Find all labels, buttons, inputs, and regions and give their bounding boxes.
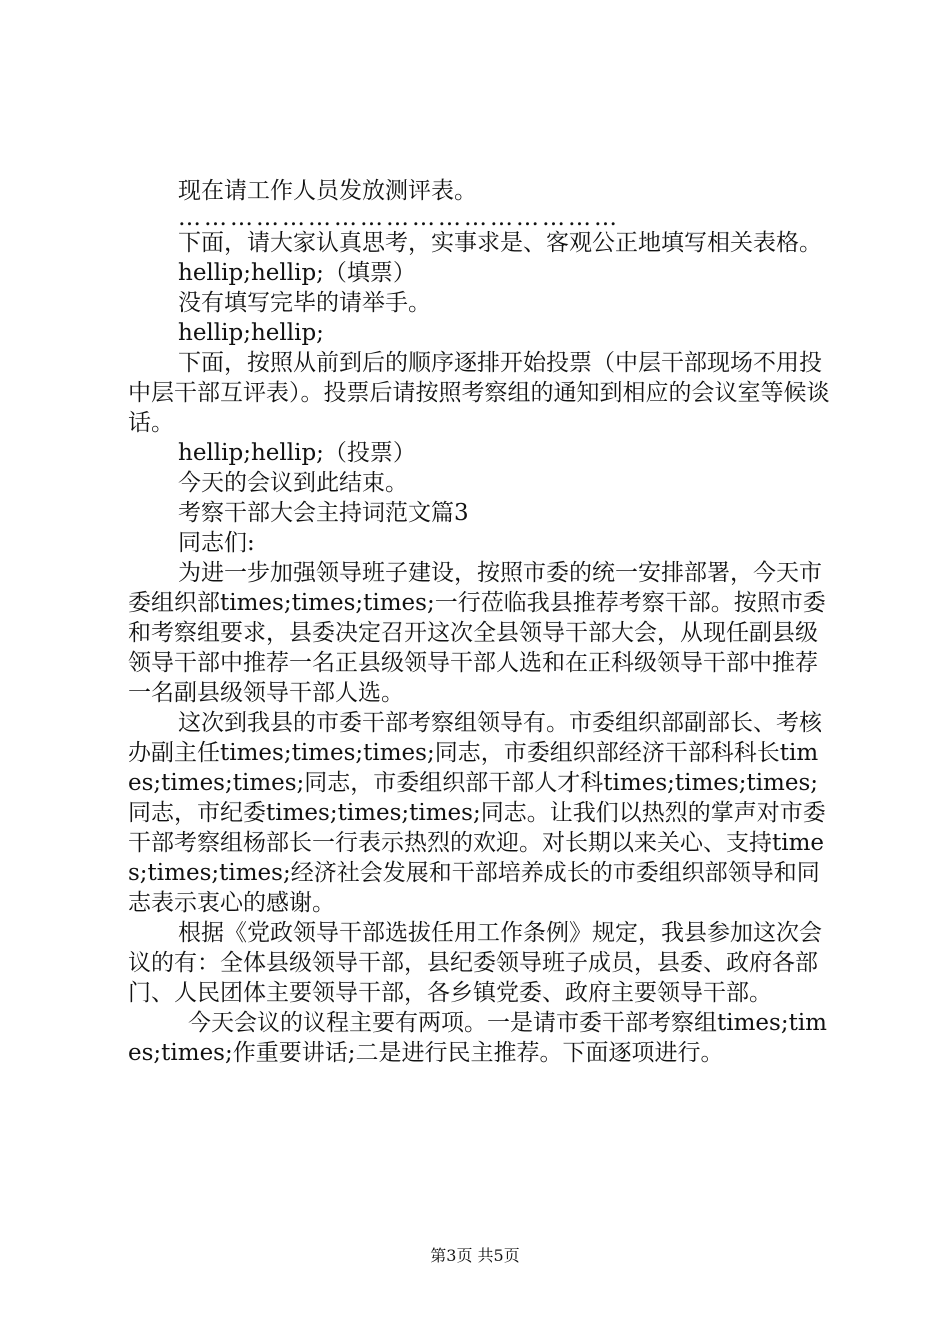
- paragraph: 没有填写完毕的请举手。: [178, 290, 431, 316]
- paragraph: hellip;hellip;（填票）: [178, 260, 416, 286]
- paragraph: 今天的会议到此结束。: [178, 470, 408, 496]
- paragraph: 下面，请大家认真思考，实事求是、客观公正地填写相关表格。: [178, 230, 822, 256]
- salutation: 同志们:: [178, 530, 255, 556]
- paragraph: 现在请工作人员发放测评表。: [178, 178, 477, 204]
- paragraph: 下面，按照从前到后的顺序逐排开始投票（中层干部现场不用投中层干部互评表）。投票后请按照考察组的通知到相应的会议室等候谈话。: [128, 350, 830, 436]
- paragraph: 为进一步加强领导班子建设，按照市委的统一安排部署，今天市委组织部times;times;times;一行莅临我县推荐考察干部。按照市委和考察组要求，县委决定召开这次全县领导干部大会，从现任副县级领导干部中推荐一名正县级领导干部人选和在正科级领导干部中推荐一名副县级领导干部人选。: [128, 560, 826, 706]
- paragraph: 这次到我县的市委干部考察组领导有。市委组织部副部长、考核办副主任times;times;times;同志，市委组织部经济干部科科长times;times;times;同志，市委组织部干部人才科times;times;times;同志，市纪委times;times;times;同志。让我们以热烈的掌声对市委干部考察组杨部长一行表示热烈的欢迎。对长期以来关心、支持times;times;times;经济社会发展和干部培养成长的市委组织部领导和同志表示衷心的感谢。: [128, 710, 826, 916]
- document-body: [128, 176, 830, 1068]
- ellipsis-line: ……………………………………………: [178, 208, 620, 228]
- paragraph: hellip;hellip;: [178, 320, 324, 346]
- paragraph: hellip;hellip;（投票）: [178, 440, 416, 466]
- paragraph: 今天会议的议程主要有两项。一是请市委干部考察组times;times;times;作重要讲话;二是进行民主推荐。下面逐项进行。: [128, 1010, 827, 1066]
- paragraph: 根据《党政领导干部选拔任用工作条例》规定，我县参加这次会议的有：全体县级领导干部，县纪委领导班子成员，县委、政府各部门、人民团体主要领导干部，各乡镇党委、政府主要领导干部。: [128, 920, 822, 1006]
- section-heading: 考察干部大会主持词范文篇3: [178, 500, 469, 526]
- page-footer: 第3页 共5页: [430, 1246, 520, 1265]
